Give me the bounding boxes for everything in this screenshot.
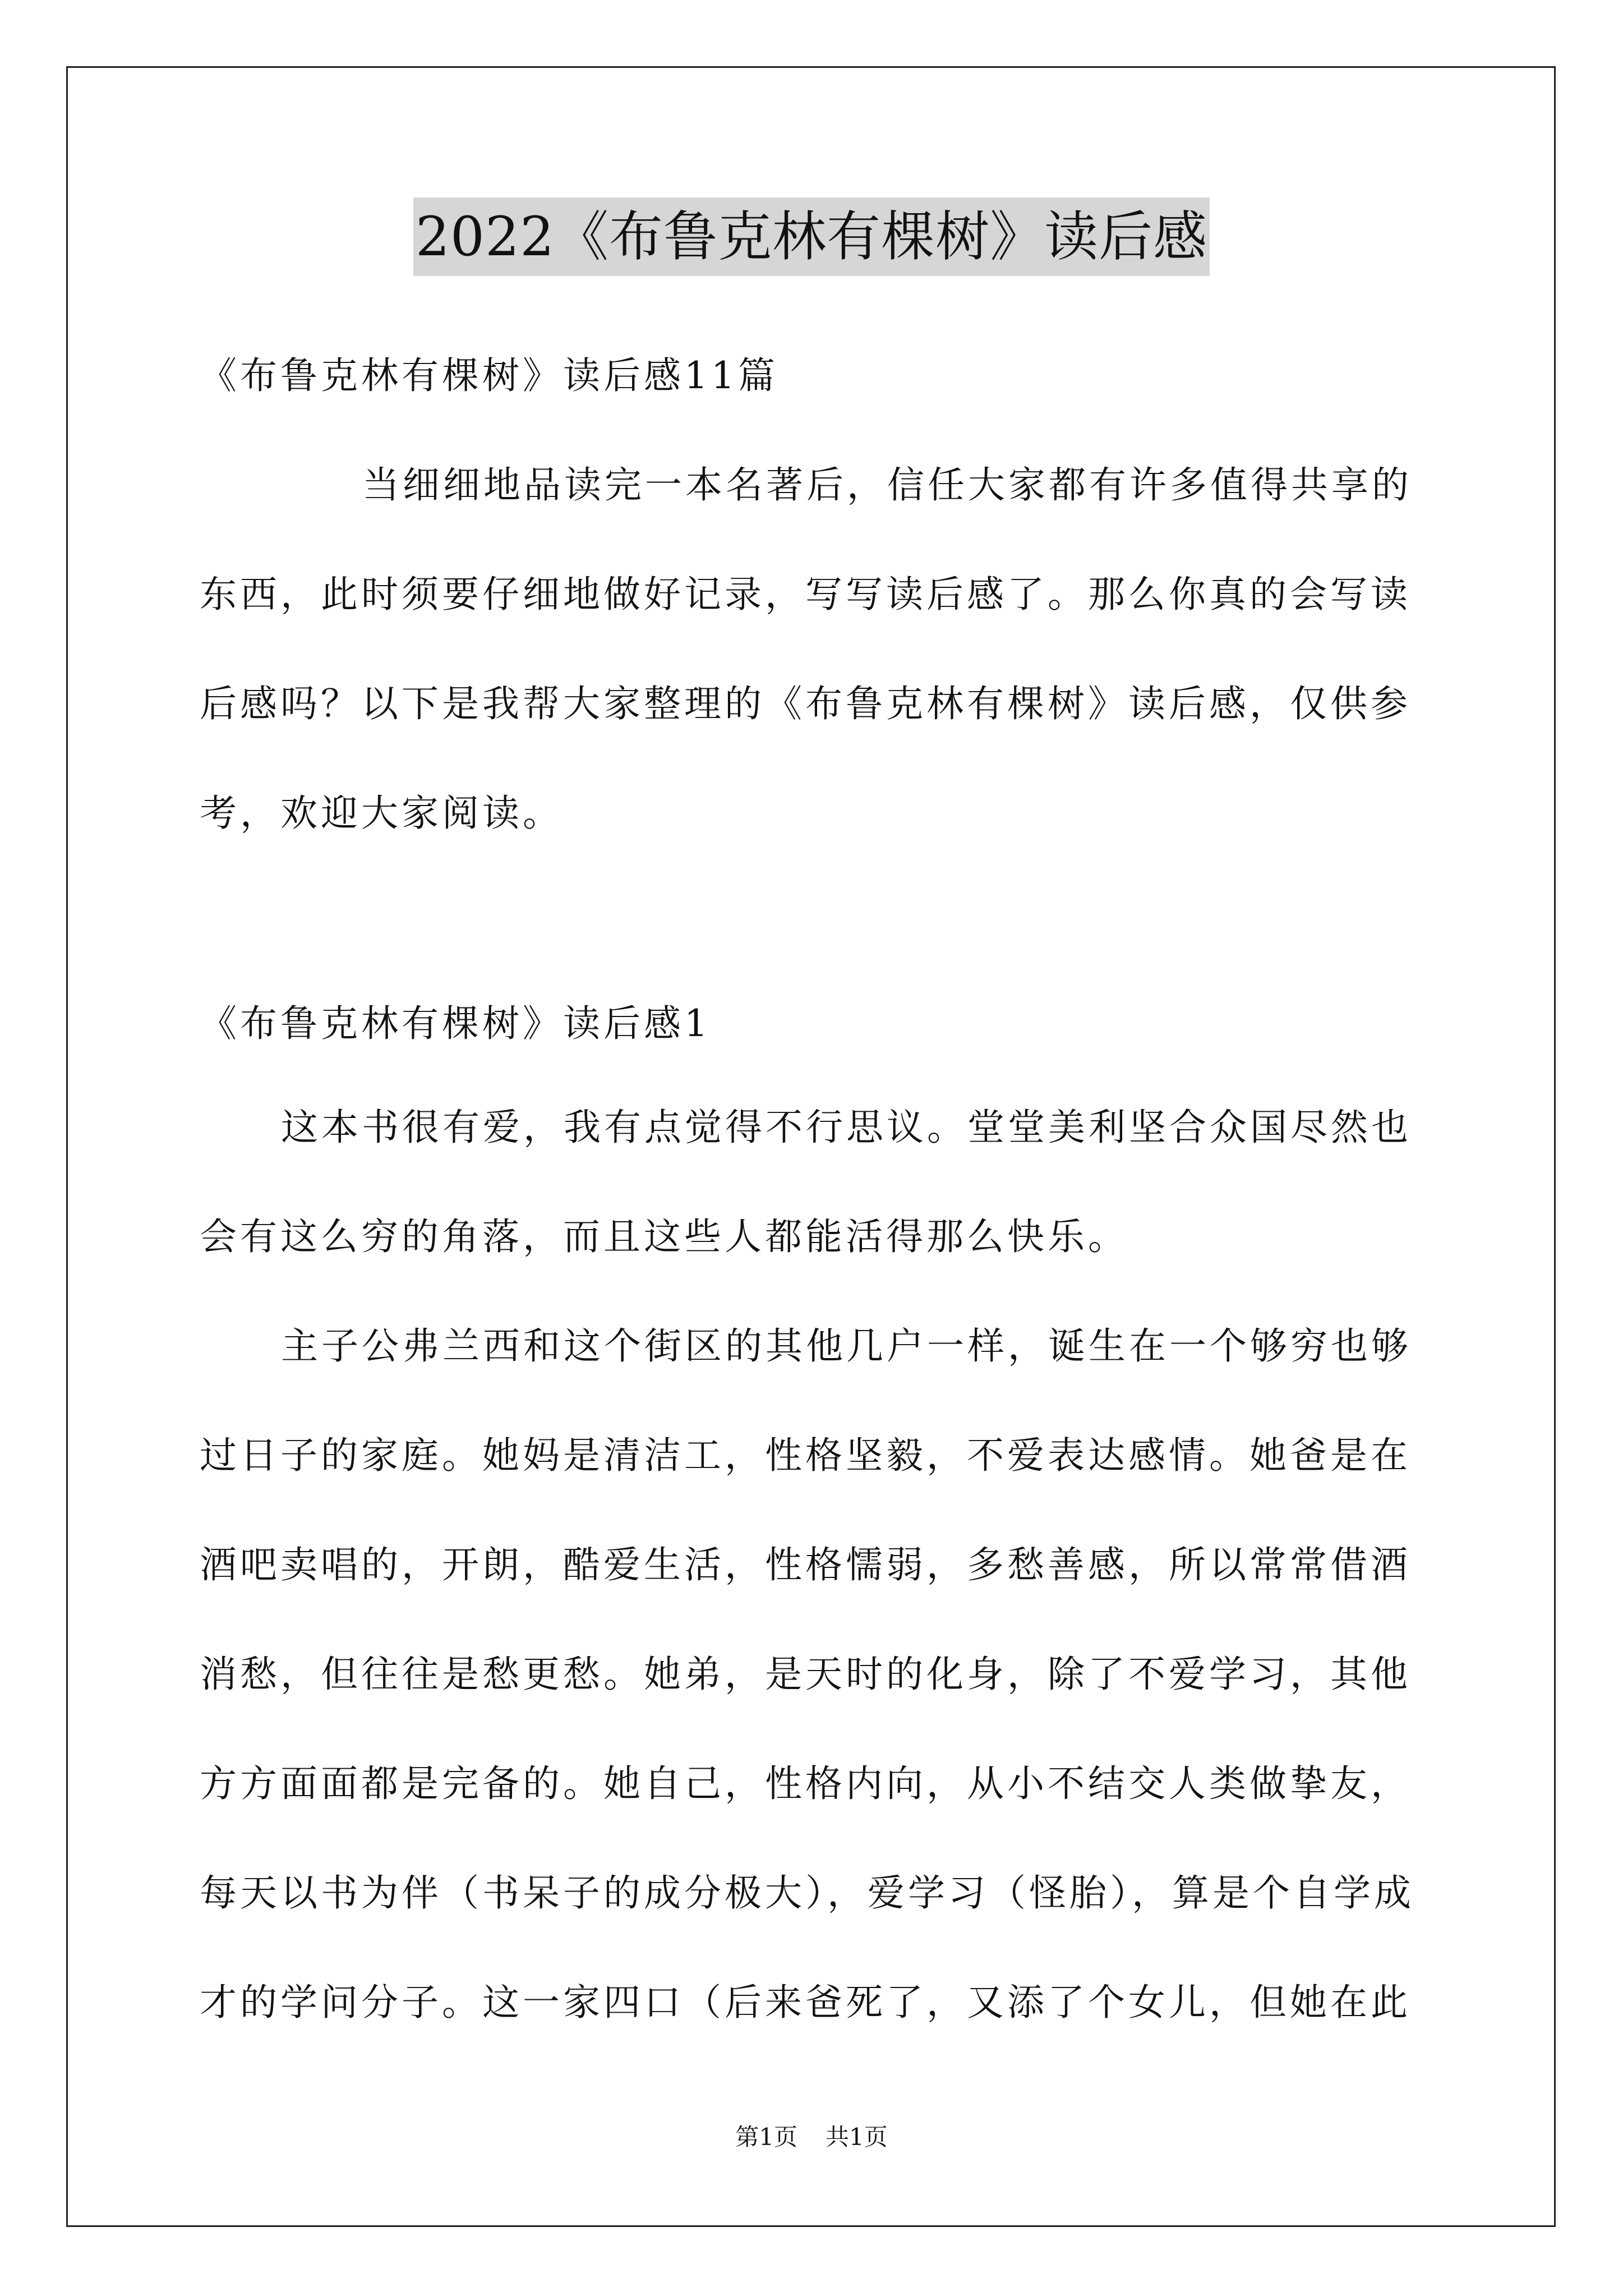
page-number-current: 第1页	[735, 2123, 797, 2151]
document-title-text: 2022《布鲁克林有棵树》读后感	[413, 197, 1210, 276]
paragraph-line: 每天以书为伴（书呆子的成分极大），爱学习（怪胎），算是个自学成	[200, 1871, 1414, 1915]
paragraph-line: 会有这么穷的角落，而且这些人都能活得那么快乐。	[200, 1215, 1128, 1258]
intro-line: 当细细地品读完一本名著后，信任大家都有许多值得共享的	[362, 463, 1412, 507]
document-title	[0, 197, 1623, 276]
paragraph-line: 主子公弗兰西和这个街区的其他几户一样，诞生在一个够穷也够	[281, 1324, 1412, 1368]
intro-line: 考，欢迎大家阅读。	[200, 792, 563, 835]
intro-line: 后感吗？以下是我帮大家整理的《布鲁克林有棵树》读后感，仅供参	[200, 682, 1411, 725]
paragraph-line: 这本书很有爱，我有点觉得不行思议。堂堂美利坚合众国尽然也	[281, 1106, 1412, 1149]
paragraph-line: 才的学问分子。这一家四口（后来爸死了，又添了个女儿，但她在此	[200, 1981, 1411, 2024]
paragraph-line: 过日子的家庭。她妈是清洁工，性格坚毅，不爱表达感情。她爸是在	[200, 1434, 1411, 1477]
intro-line: 东西，此时须要仔细地做好记录，写写读后感了。那么你真的会写读	[200, 573, 1411, 616]
paragraph-line: 方方面面都是完备的。她自己，性格内向，从小不结交人类做挚友，	[200, 1762, 1411, 1805]
page-number-total: 共1页	[826, 2123, 888, 2151]
section-heading: 《布鲁克林有棵树》读后感1	[200, 1002, 711, 1045]
page-footer	[0, 2120, 1623, 2154]
paragraph-line: 消愁，但往往是愁更愁。她弟，是天时的化身，除了不爱学习，其他	[200, 1653, 1411, 1696]
document-subtitle: 《布鲁克林有棵树》读后感11篇	[200, 354, 778, 397]
paragraph-line: 酒吧卖唱的，开朗，酷爱生活，性格懦弱，多愁善感，所以常常借酒	[200, 1543, 1411, 1586]
